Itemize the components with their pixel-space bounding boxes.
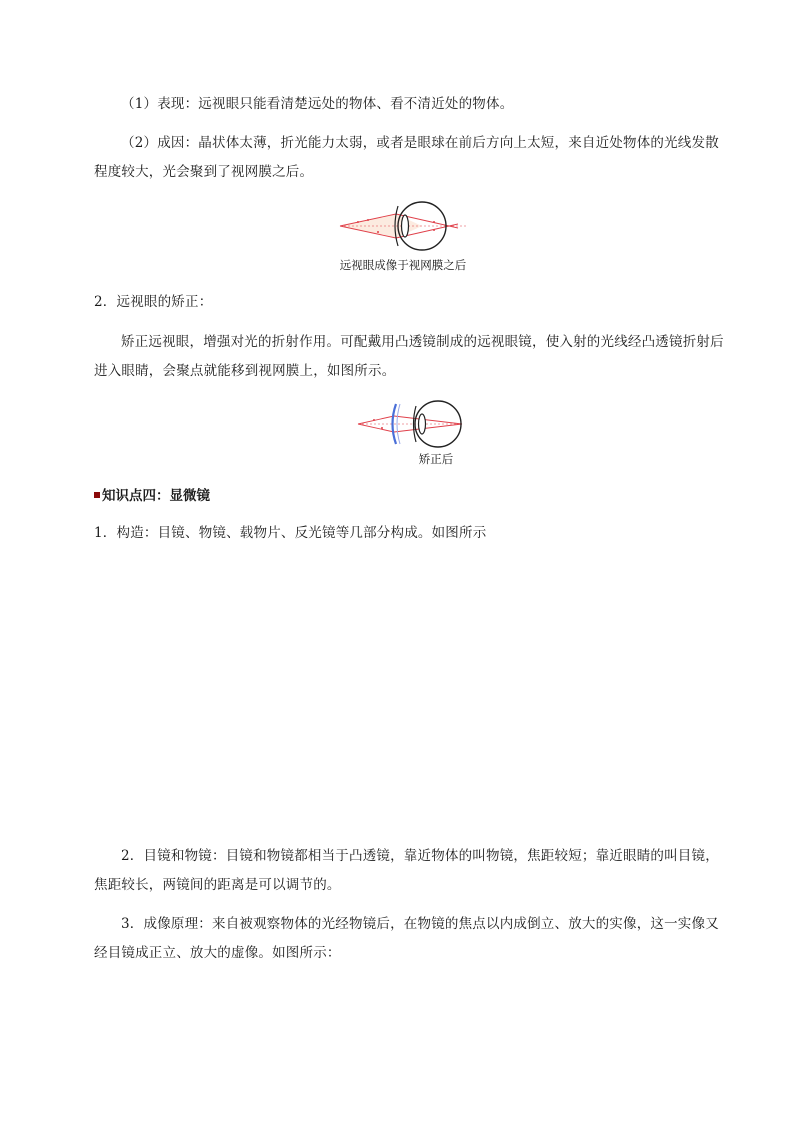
figure-placeholder xyxy=(94,550,724,830)
principle-paragraph: 3．成像原理：来自被观察物体的光经物镜后，在物镜的焦点以内成倒立、放大的实像，这一实像又经目镜成正立、放大的虚像。如图所示： xyxy=(94,916,719,961)
section-heading: 知识点四：显微镜 xyxy=(94,484,210,504)
figure2-caption: 矫正后 xyxy=(418,452,454,466)
heading-square-icon xyxy=(94,492,100,498)
lenses-paragraph: 2．目镜和物镜：目镜和物镜都相当于凸透镜，靠近物体的叫物镜，焦距较短；靠近眼睛的叫目镜，焦距较长，两镜间的距离是可以调节的。 xyxy=(94,848,719,893)
figure1-caption: 远视眼成像于视网膜之后 xyxy=(339,258,467,272)
correction-title: 2．远视眼的矫正： xyxy=(94,294,213,310)
symptom-paragraph: （1）表现：远视眼只能看清楚远处的物体、看不清近处的物体。 xyxy=(121,96,514,112)
corrected-eye-diagram-icon xyxy=(356,398,466,452)
correction-paragraph: 矫正远视眼，增强对光的折射作用。可配戴用凸透镜制成的远视眼镜，使入射的光线经凸透镜折射后进入眼睛，会聚点就能移到视网膜上，如图所示。 xyxy=(94,334,724,379)
hyperopia-eye-diagram-icon xyxy=(338,198,468,256)
cause-paragraph: （2）成因：晶状体太薄，折光能力太弱，或者是眼球在前后方向上太短，来自近处物体的光线发散程度较大，光会聚到了视网膜之后。 xyxy=(94,135,719,180)
structure-paragraph: 1．构造：目镜、物镜、载物片、反光镜等几部分构成。如图所示 xyxy=(94,525,487,541)
